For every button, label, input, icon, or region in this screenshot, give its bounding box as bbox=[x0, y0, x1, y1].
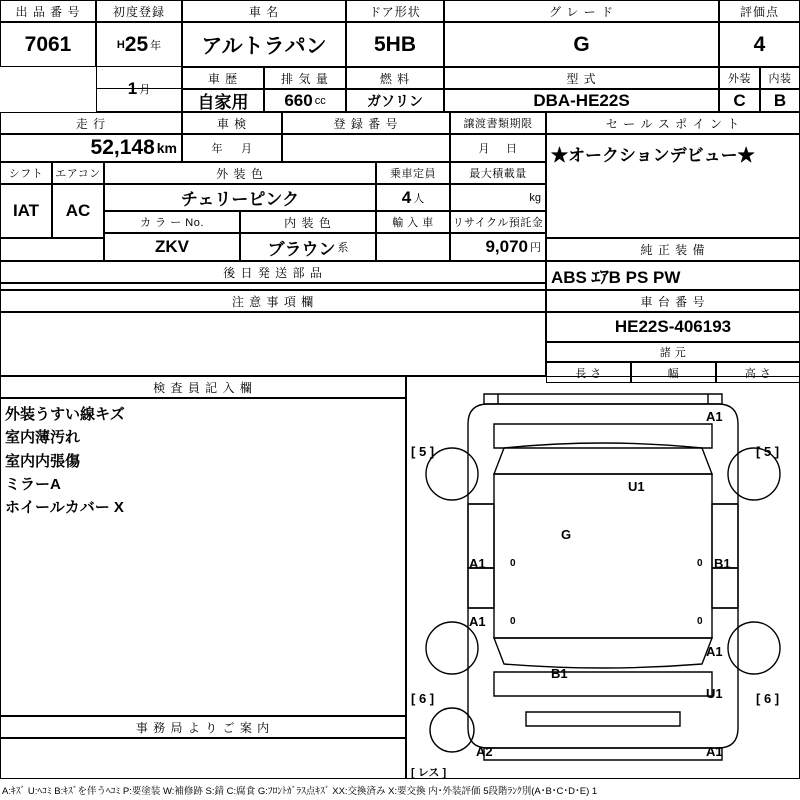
interior-color-label: 内 装 色 bbox=[240, 211, 376, 233]
registration-number-label: 登 録 番 号 bbox=[282, 112, 450, 134]
damage-zero-mark: 0 bbox=[697, 558, 703, 569]
exterior-grade-label: 外装 bbox=[719, 67, 760, 89]
recycle-deposit-value: 9,070 円 bbox=[450, 233, 546, 261]
damage-mark: [ レス ] bbox=[411, 767, 447, 779]
month-unit: 月 bbox=[139, 84, 151, 96]
interior-grade-label: 内装 bbox=[760, 67, 800, 89]
damage-zero-mark: 0 bbox=[510, 616, 516, 627]
damage-mark: [ 6 ] bbox=[411, 691, 435, 706]
exterior-grade-value: C bbox=[719, 89, 760, 112]
office-notice-label: 事 務 局 よ り ご 案 内 bbox=[0, 716, 406, 738]
model-code-value: DBA-HE22S bbox=[444, 89, 719, 112]
transfer-deadline-value bbox=[450, 134, 546, 162]
damage-mark: A1 bbox=[706, 409, 723, 424]
rating-label: 評価点 bbox=[719, 0, 800, 22]
recycle-deposit-label: リサイクル預託金 bbox=[450, 211, 546, 233]
later-shipment-parts-label: 後 日 発 送 部 品 bbox=[0, 261, 546, 283]
width-label: 幅 bbox=[631, 362, 716, 383]
era-letter: H bbox=[116, 38, 125, 51]
damage-mark: U1 bbox=[628, 479, 645, 494]
history-label: 車 歴 bbox=[182, 67, 264, 89]
door-type-value: 5HB bbox=[346, 22, 444, 67]
first-registration-month-value: 1 月 bbox=[96, 67, 182, 112]
damage-zero-mark: 0 bbox=[697, 616, 703, 627]
max-load-label: 最大積載量 bbox=[450, 162, 546, 184]
first-registration-value bbox=[96, 22, 182, 67]
inspector-notes-label: 検 査 員 記 入 欄 bbox=[0, 376, 406, 398]
shaken-value bbox=[182, 134, 282, 162]
vehicle-outline-svg bbox=[406, 376, 800, 779]
transfer-month-unit: 月 bbox=[478, 143, 490, 155]
shaken-label: 車 検 bbox=[182, 112, 282, 134]
mileage-label: 走 行 bbox=[0, 112, 182, 134]
shaken-month-unit: 月 bbox=[241, 143, 253, 155]
displacement-label: 排 気 量 bbox=[264, 67, 346, 89]
sales-point-label: セ ー ル ス ポ イ ン ト bbox=[546, 112, 800, 134]
lot-number-value: 7061 bbox=[0, 22, 96, 67]
damage-mark: A1 bbox=[469, 614, 486, 629]
model-code-label: 型 式 bbox=[444, 67, 719, 89]
seats-value: 4 人 bbox=[376, 184, 450, 211]
history-value: 自家用 bbox=[182, 89, 264, 112]
damage-zero-mark: 0 bbox=[510, 558, 516, 569]
ac-label: エアコン bbox=[52, 162, 104, 184]
kg-unit: kg bbox=[529, 191, 541, 204]
cc-unit: cc bbox=[314, 94, 326, 107]
damage-mark: G bbox=[561, 527, 572, 542]
car-name-value: アルトラパン bbox=[182, 22, 346, 67]
interior-color-value: ブラウン 系 bbox=[240, 233, 376, 261]
shaken-year-unit: 年 bbox=[211, 143, 223, 155]
damage-mark: A1 bbox=[469, 556, 486, 571]
damage-mark: B1 bbox=[714, 556, 731, 571]
rating-value: 4 bbox=[719, 22, 800, 67]
damage-mark: [ 5 ] bbox=[756, 444, 780, 459]
caution-label: 注 意 事 項 欄 bbox=[0, 290, 546, 312]
interior-grade-value: B bbox=[760, 89, 800, 112]
later-shipment-parts-value bbox=[0, 283, 546, 290]
interior-color-suffix: 系 bbox=[337, 242, 349, 254]
first-registration-year: 25 bbox=[124, 32, 149, 56]
inspector-note-line: ホイールカバー X bbox=[5, 499, 124, 516]
max-load-value bbox=[450, 184, 546, 211]
displacement-value: 660 cc bbox=[264, 89, 346, 112]
mileage-value: 52,148 km bbox=[0, 134, 182, 162]
factory-equipment-label: 純 正 装 備 bbox=[546, 238, 800, 261]
damage-mark: [ 6 ] bbox=[756, 691, 780, 706]
shift-value: IAT bbox=[0, 184, 52, 238]
legend-text: A:ｷｽﾞ U:ﾍｺﾐ B:ｷｽﾞを伴うﾍｺﾐ P:要塗装 W:補修跡 S:錆 C:腐食 G:ﾌﾛﾝﾄｶﾞﾗｽ点ｷｽﾞ XX:交換済み X:要交換 内･外装評価 5段階ﾗﾝｸ別(A･B･C･D･E) 1 bbox=[2, 785, 598, 797]
km-unit: km bbox=[156, 140, 177, 156]
year-unit: 年 bbox=[150, 39, 162, 52]
damage-mark: A1 bbox=[706, 644, 723, 659]
registration-number-value bbox=[282, 134, 450, 162]
car-name-label: 車 名 bbox=[182, 0, 346, 22]
color-number-label: カ ラ ー No. bbox=[104, 211, 240, 233]
inspector-note-line: ミラーA bbox=[5, 475, 61, 493]
door-type-label: ドア形状 bbox=[346, 0, 444, 22]
damage-mark: A2 bbox=[476, 744, 493, 759]
first-registration-label: 初度登録 bbox=[96, 0, 182, 22]
inspector-note-line: 室内薄汚れ bbox=[5, 429, 81, 447]
damage-mark: B1 bbox=[551, 666, 568, 681]
inspector-note-line: 室内内張傷 bbox=[5, 452, 81, 470]
inspector-note-line: 外装うすい線キズ bbox=[5, 406, 125, 423]
grade-label: グ レ ー ド bbox=[444, 0, 719, 22]
grade-value: G bbox=[444, 22, 719, 67]
damage-mark: A1 bbox=[706, 744, 723, 759]
chassis-number-value: HE22S-406193 bbox=[546, 312, 800, 342]
color-number-value: ZKV bbox=[104, 233, 240, 261]
damage-mark: [ 5 ] bbox=[411, 444, 435, 459]
seats-label: 乗車定員 bbox=[376, 162, 450, 184]
sales-point-value: ★オークションデビュー★ bbox=[546, 134, 800, 238]
dimensions-label: 諸 元 bbox=[546, 342, 800, 362]
transfer-day-unit: 日 bbox=[506, 143, 518, 155]
factory-equipment-value: ABS ｴｱB PS PW bbox=[546, 261, 800, 290]
shift-ac-filler bbox=[0, 238, 104, 261]
shift-label: シフト bbox=[0, 162, 52, 184]
exterior-color-label: 外 装 色 bbox=[104, 162, 376, 184]
caution-value bbox=[0, 312, 546, 376]
exterior-color-value: チェリーピンク bbox=[104, 184, 376, 211]
office-notice-value bbox=[0, 738, 406, 779]
height-label: 高 さ bbox=[716, 362, 800, 383]
chassis-number-label: 車 台 番 号 bbox=[546, 290, 800, 312]
seats-unit: 人 bbox=[413, 192, 425, 205]
import-value bbox=[376, 233, 450, 261]
damage-mark: U1 bbox=[706, 686, 723, 701]
transfer-deadline-label: 譲渡書類期限 bbox=[450, 112, 546, 134]
lot-number-label: 出 品 番 号 bbox=[0, 0, 96, 22]
fuel-label: 燃 料 bbox=[346, 67, 444, 89]
fuel-value: ガソリン bbox=[346, 89, 444, 112]
inspector-notes-value bbox=[0, 398, 406, 716]
ac-value: AC bbox=[52, 184, 104, 238]
damage-diagram bbox=[406, 376, 800, 779]
yen-unit: 円 bbox=[530, 242, 541, 254]
length-label: 長 さ bbox=[546, 362, 631, 383]
import-label: 輸 入 車 bbox=[376, 211, 450, 233]
